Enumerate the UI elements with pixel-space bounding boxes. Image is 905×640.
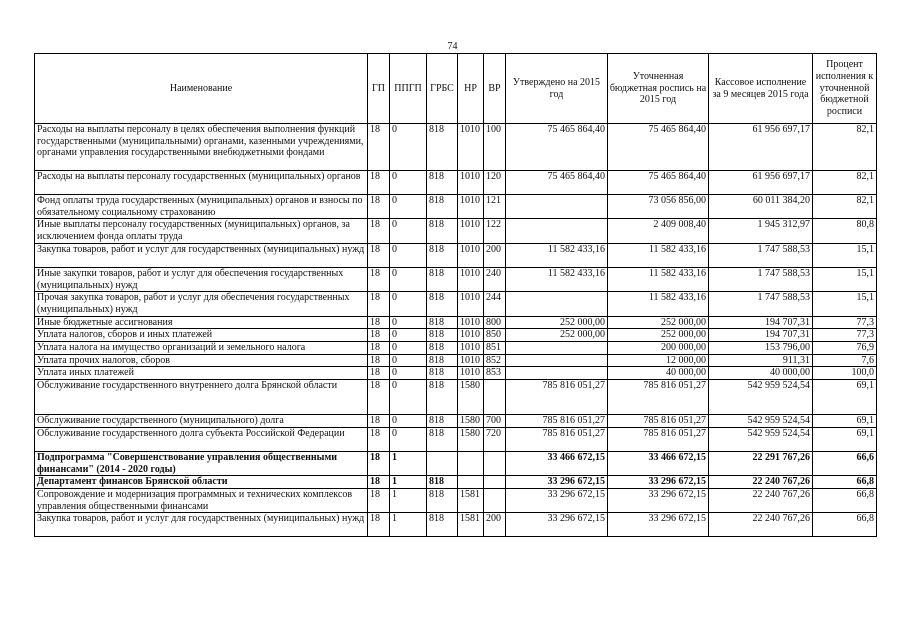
- cell-cash: 40 000,00: [709, 367, 813, 380]
- cell-cash: 542 959 524,54: [709, 380, 813, 415]
- cell-name: Иные бюджетные ассигнования: [35, 316, 368, 329]
- budget-table: [34, 53, 877, 537]
- table-header-row: [35, 54, 877, 124]
- cell-percent: 15,1: [813, 292, 877, 316]
- cell-name: Обслуживание государственного долга субъекта Российской Федерации: [35, 427, 368, 451]
- cell-vr: 200: [484, 243, 506, 267]
- cell-refined: 40 000,00: [608, 367, 709, 380]
- cell-refined: 11 582 433,16: [608, 243, 709, 267]
- cell-ppgp: 0: [390, 316, 427, 329]
- cell-gp: 18: [368, 476, 390, 489]
- cell-grbs: 818: [427, 488, 458, 512]
- cell-ppgp: 1: [390, 513, 427, 537]
- cell-approved: 11 582 433,16: [506, 267, 608, 291]
- cell-nr: 1581: [458, 488, 484, 512]
- cell-percent: 77,3: [813, 316, 877, 329]
- cell-refined: 33 296 672,15: [608, 488, 709, 512]
- cell-refined: 252 000,00: [608, 316, 709, 329]
- cell-approved: 33 296 672,15: [506, 513, 608, 537]
- cell-grbs: 818: [427, 342, 458, 355]
- cell-refined: 12 000,00: [608, 354, 709, 367]
- table-body: [35, 124, 877, 537]
- cell-gp: 18: [368, 316, 390, 329]
- header-cash: Кассовое исполнение за 9 месяцев 2015 года: [709, 54, 813, 124]
- cell-ppgp: 0: [390, 427, 427, 451]
- cell-grbs: 818: [427, 316, 458, 329]
- cell-refined: 33 296 672,15: [608, 513, 709, 537]
- cell-name: Закупка товаров, работ и услуг для государственных (муниципальных) нужд: [35, 243, 368, 267]
- cell-cash: 1 747 588,53: [709, 243, 813, 267]
- table-row: [35, 342, 877, 355]
- cell-grbs: 818: [427, 195, 458, 219]
- cell-percent: 76,9: [813, 342, 877, 355]
- cell-nr: 1010: [458, 292, 484, 316]
- cell-name: Иные закупки товаров, работ и услуг для обеспечения государственных (муниципальных) нужд: [35, 267, 368, 291]
- cell-cash: 542 959 524,54: [709, 415, 813, 428]
- cell-ppgp: 0: [390, 195, 427, 219]
- cell-vr: 851: [484, 342, 506, 355]
- cell-gp: 18: [368, 195, 390, 219]
- cell-approved: 785 816 051,27: [506, 415, 608, 428]
- cell-nr: 1580: [458, 427, 484, 451]
- cell-grbs: 818: [427, 380, 458, 415]
- cell-nr: 1010: [458, 124, 484, 171]
- cell-approved: [506, 342, 608, 355]
- cell-percent: 66,8: [813, 476, 877, 489]
- cell-refined: 75 465 864,40: [608, 124, 709, 171]
- cell-grbs: 818: [427, 267, 458, 291]
- cell-vr: [484, 476, 506, 489]
- cell-vr: 853: [484, 367, 506, 380]
- cell-nr: 1010: [458, 243, 484, 267]
- cell-percent: 66,8: [813, 488, 877, 512]
- cell-vr: [484, 451, 506, 475]
- cell-gp: 18: [368, 171, 390, 195]
- cell-percent: 15,1: [813, 243, 877, 267]
- cell-ppgp: 0: [390, 380, 427, 415]
- cell-cash: 1 747 588,53: [709, 292, 813, 316]
- cell-gp: 18: [368, 354, 390, 367]
- cell-name: Уплата налога на имущество организаций и земельного налога: [35, 342, 368, 355]
- cell-grbs: 818: [427, 427, 458, 451]
- cell-grbs: 818: [427, 243, 458, 267]
- cell-approved: 33 296 672,15: [506, 476, 608, 489]
- header-name: Наименование: [35, 54, 368, 124]
- cell-name: Закупка товаров, работ и услуг для государственных (муниципальных) нужд: [35, 513, 368, 537]
- cell-name: Обслуживание государственного (муниципального) долга: [35, 415, 368, 428]
- cell-gp: 18: [368, 267, 390, 291]
- cell-vr: 700: [484, 415, 506, 428]
- cell-refined: 2 409 008,40: [608, 219, 709, 243]
- cell-gp: 18: [368, 451, 390, 475]
- cell-gp: 18: [368, 427, 390, 451]
- cell-vr: 100: [484, 124, 506, 171]
- cell-nr: 1010: [458, 316, 484, 329]
- cell-name: Расходы на выплаты персоналу в целях обеспечения выполнения функций государственными (муниципальными) органами, казенными учреждениями, органами управления государственными внебюджетными фондами: [35, 124, 368, 171]
- cell-ppgp: 1: [390, 488, 427, 512]
- cell-percent: 100,0: [813, 367, 877, 380]
- cell-cash: 153 796,00: [709, 342, 813, 355]
- cell-name: Прочая закупка товаров, работ и услуг для обеспечения государственных (муниципальных) нужд: [35, 292, 368, 316]
- cell-vr: 800: [484, 316, 506, 329]
- cell-grbs: 818: [427, 171, 458, 195]
- header-ppgp: ППГП: [390, 54, 427, 124]
- cell-ppgp: 1: [390, 476, 427, 489]
- cell-ppgp: 0: [390, 329, 427, 342]
- cell-grbs: 818: [427, 329, 458, 342]
- cell-vr: 852: [484, 354, 506, 367]
- cell-cash: 542 959 524,54: [709, 427, 813, 451]
- cell-percent: 82,1: [813, 124, 877, 171]
- cell-nr: 1010: [458, 342, 484, 355]
- cell-refined: 33 296 672,15: [608, 476, 709, 489]
- table-row: [35, 243, 877, 267]
- table-row: [35, 354, 877, 367]
- cell-gp: 18: [368, 342, 390, 355]
- cell-name: Департамент финансов Брянской области: [35, 476, 368, 489]
- table-row: [35, 476, 877, 489]
- cell-refined: 73 056 856,00: [608, 195, 709, 219]
- cell-cash: 22 240 767,26: [709, 513, 813, 537]
- cell-gp: 18: [368, 124, 390, 171]
- cell-approved: 75 465 864,40: [506, 124, 608, 171]
- cell-approved: 11 582 433,16: [506, 243, 608, 267]
- cell-name: Фонд оплаты труда государственных (муниципальных) органов и взносы по обязательному социальному страхованию: [35, 195, 368, 219]
- table-row: [35, 219, 877, 243]
- table-row: [35, 267, 877, 291]
- cell-name: Уплата налогов, сборов и иных платежей: [35, 329, 368, 342]
- cell-gp: 18: [368, 488, 390, 512]
- cell-refined: 200 000,00: [608, 342, 709, 355]
- cell-name: Уплата иных платежей: [35, 367, 368, 380]
- cell-cash: 1 945 312,97: [709, 219, 813, 243]
- cell-approved: [506, 292, 608, 316]
- cell-cash: 911,31: [709, 354, 813, 367]
- cell-refined: 785 816 051,27: [608, 380, 709, 415]
- cell-approved: 252 000,00: [506, 316, 608, 329]
- page-number: 74: [447, 41, 458, 52]
- table-row: [35, 488, 877, 512]
- cell-name: Иные выплаты персоналу государственных (муниципальных) органов, за исключением фонда оплаты труда: [35, 219, 368, 243]
- cell-approved: 785 816 051,27: [506, 427, 608, 451]
- cell-nr: 1010: [458, 195, 484, 219]
- cell-nr: 1581: [458, 513, 484, 537]
- cell-gp: 18: [368, 367, 390, 380]
- cell-approved: 75 465 864,40: [506, 171, 608, 195]
- cell-name: Обслуживание государственного внутреннего долга Брянской области: [35, 380, 368, 415]
- cell-refined: 75 465 864,40: [608, 171, 709, 195]
- cell-grbs: 818: [427, 513, 458, 537]
- cell-nr: 1010: [458, 219, 484, 243]
- cell-gp: 18: [368, 415, 390, 428]
- cell-vr: 122: [484, 219, 506, 243]
- cell-cash: 22 240 767,26: [709, 488, 813, 512]
- cell-ppgp: 0: [390, 292, 427, 316]
- cell-approved: 252 000,00: [506, 329, 608, 342]
- cell-percent: 66,8: [813, 513, 877, 537]
- cell-grbs: [427, 451, 458, 475]
- cell-vr: 121: [484, 195, 506, 219]
- cell-percent: 69,1: [813, 380, 877, 415]
- cell-refined: 11 582 433,16: [608, 292, 709, 316]
- cell-ppgp: 0: [390, 415, 427, 428]
- cell-gp: 18: [368, 329, 390, 342]
- header-percent: Процент исполнения к уточненной бюджетной росписи: [813, 54, 877, 124]
- header-grbs: ГРБС: [427, 54, 458, 124]
- cell-ppgp: 0: [390, 342, 427, 355]
- cell-grbs: 818: [427, 124, 458, 171]
- cell-approved: 33 466 672,15: [506, 451, 608, 475]
- cell-name: Сопровождение и модернизация программных и технических комплексов управления общественными финансами: [35, 488, 368, 512]
- cell-approved: [506, 219, 608, 243]
- table-row: [35, 513, 877, 537]
- cell-vr: 850: [484, 329, 506, 342]
- cell-nr: [458, 476, 484, 489]
- table-row: [35, 380, 877, 415]
- table-row: [35, 124, 877, 171]
- header-vr: ВР: [484, 54, 506, 124]
- cell-refined: 252 000,00: [608, 329, 709, 342]
- cell-vr: [484, 488, 506, 512]
- cell-ppgp: 1: [390, 451, 427, 475]
- cell-grbs: 818: [427, 476, 458, 489]
- cell-grbs: 818: [427, 292, 458, 316]
- header-refined: Уточненная бюджетная роспись на 2015 год: [608, 54, 709, 124]
- cell-vr: [484, 380, 506, 415]
- cell-ppgp: 0: [390, 354, 427, 367]
- cell-name: Подпрограмма "Совершенствование управления общественными финансами" (2014 - 2020 годы): [35, 451, 368, 475]
- header-approved: Утверждено на 2015 год: [506, 54, 608, 124]
- cell-percent: 66,6: [813, 451, 877, 475]
- cell-grbs: 818: [427, 219, 458, 243]
- cell-cash: 22 291 767,26: [709, 451, 813, 475]
- cell-nr: 1580: [458, 380, 484, 415]
- cell-percent: 82,1: [813, 171, 877, 195]
- cell-cash: 194 707,31: [709, 316, 813, 329]
- cell-nr: 1010: [458, 354, 484, 367]
- cell-name: Расходы на выплаты персоналу государственных (муниципальных) органов: [35, 171, 368, 195]
- cell-ppgp: 0: [390, 267, 427, 291]
- cell-cash: 1 747 588,53: [709, 267, 813, 291]
- cell-nr: 1580: [458, 415, 484, 428]
- cell-nr: 1010: [458, 171, 484, 195]
- table-row: [35, 316, 877, 329]
- cell-ppgp: 0: [390, 124, 427, 171]
- cell-gp: 18: [368, 243, 390, 267]
- cell-percent: 82,1: [813, 195, 877, 219]
- cell-grbs: 818: [427, 367, 458, 380]
- cell-percent: 77,3: [813, 329, 877, 342]
- cell-vr: 200: [484, 513, 506, 537]
- table-row: [35, 171, 877, 195]
- cell-gp: 18: [368, 513, 390, 537]
- cell-nr: 1010: [458, 267, 484, 291]
- cell-percent: 15,1: [813, 267, 877, 291]
- table-row: [35, 415, 877, 428]
- cell-ppgp: 0: [390, 171, 427, 195]
- table-row: [35, 195, 877, 219]
- cell-percent: 69,1: [813, 415, 877, 428]
- cell-approved: [506, 354, 608, 367]
- cell-refined: 33 466 672,15: [608, 451, 709, 475]
- table-row: [35, 329, 877, 342]
- table-row: [35, 427, 877, 451]
- cell-cash: 22 240 767,26: [709, 476, 813, 489]
- cell-cash: 60 011 384,20: [709, 195, 813, 219]
- cell-refined: 785 816 051,27: [608, 415, 709, 428]
- cell-refined: 11 582 433,16: [608, 267, 709, 291]
- cell-vr: 244: [484, 292, 506, 316]
- cell-vr: 240: [484, 267, 506, 291]
- cell-ppgp: 0: [390, 243, 427, 267]
- cell-grbs: 818: [427, 354, 458, 367]
- table-row: [35, 292, 877, 316]
- cell-name: Уплата прочих налогов, сборов: [35, 354, 368, 367]
- cell-approved: [506, 367, 608, 380]
- cell-nr: 1010: [458, 329, 484, 342]
- header-nr: НР: [458, 54, 484, 124]
- table-row: [35, 367, 877, 380]
- cell-percent: 69,1: [813, 427, 877, 451]
- cell-cash: 61 956 697,17: [709, 171, 813, 195]
- cell-ppgp: 0: [390, 367, 427, 380]
- cell-percent: 80,8: [813, 219, 877, 243]
- cell-nr: 1010: [458, 367, 484, 380]
- cell-vr: 120: [484, 171, 506, 195]
- cell-grbs: 818: [427, 415, 458, 428]
- cell-ppgp: 0: [390, 219, 427, 243]
- header-gp: ГП: [368, 54, 390, 124]
- cell-vr: 720: [484, 427, 506, 451]
- cell-refined: 785 816 051,27: [608, 427, 709, 451]
- cell-percent: 7,6: [813, 354, 877, 367]
- cell-cash: 61 956 697,17: [709, 124, 813, 171]
- cell-nr: [458, 451, 484, 475]
- cell-gp: 18: [368, 380, 390, 415]
- cell-approved: [506, 195, 608, 219]
- cell-gp: 18: [368, 219, 390, 243]
- cell-gp: 18: [368, 292, 390, 316]
- cell-approved: 785 816 051,27: [506, 380, 608, 415]
- table-row: [35, 451, 877, 475]
- cell-cash: 194 707,31: [709, 329, 813, 342]
- cell-approved: 33 296 672,15: [506, 488, 608, 512]
